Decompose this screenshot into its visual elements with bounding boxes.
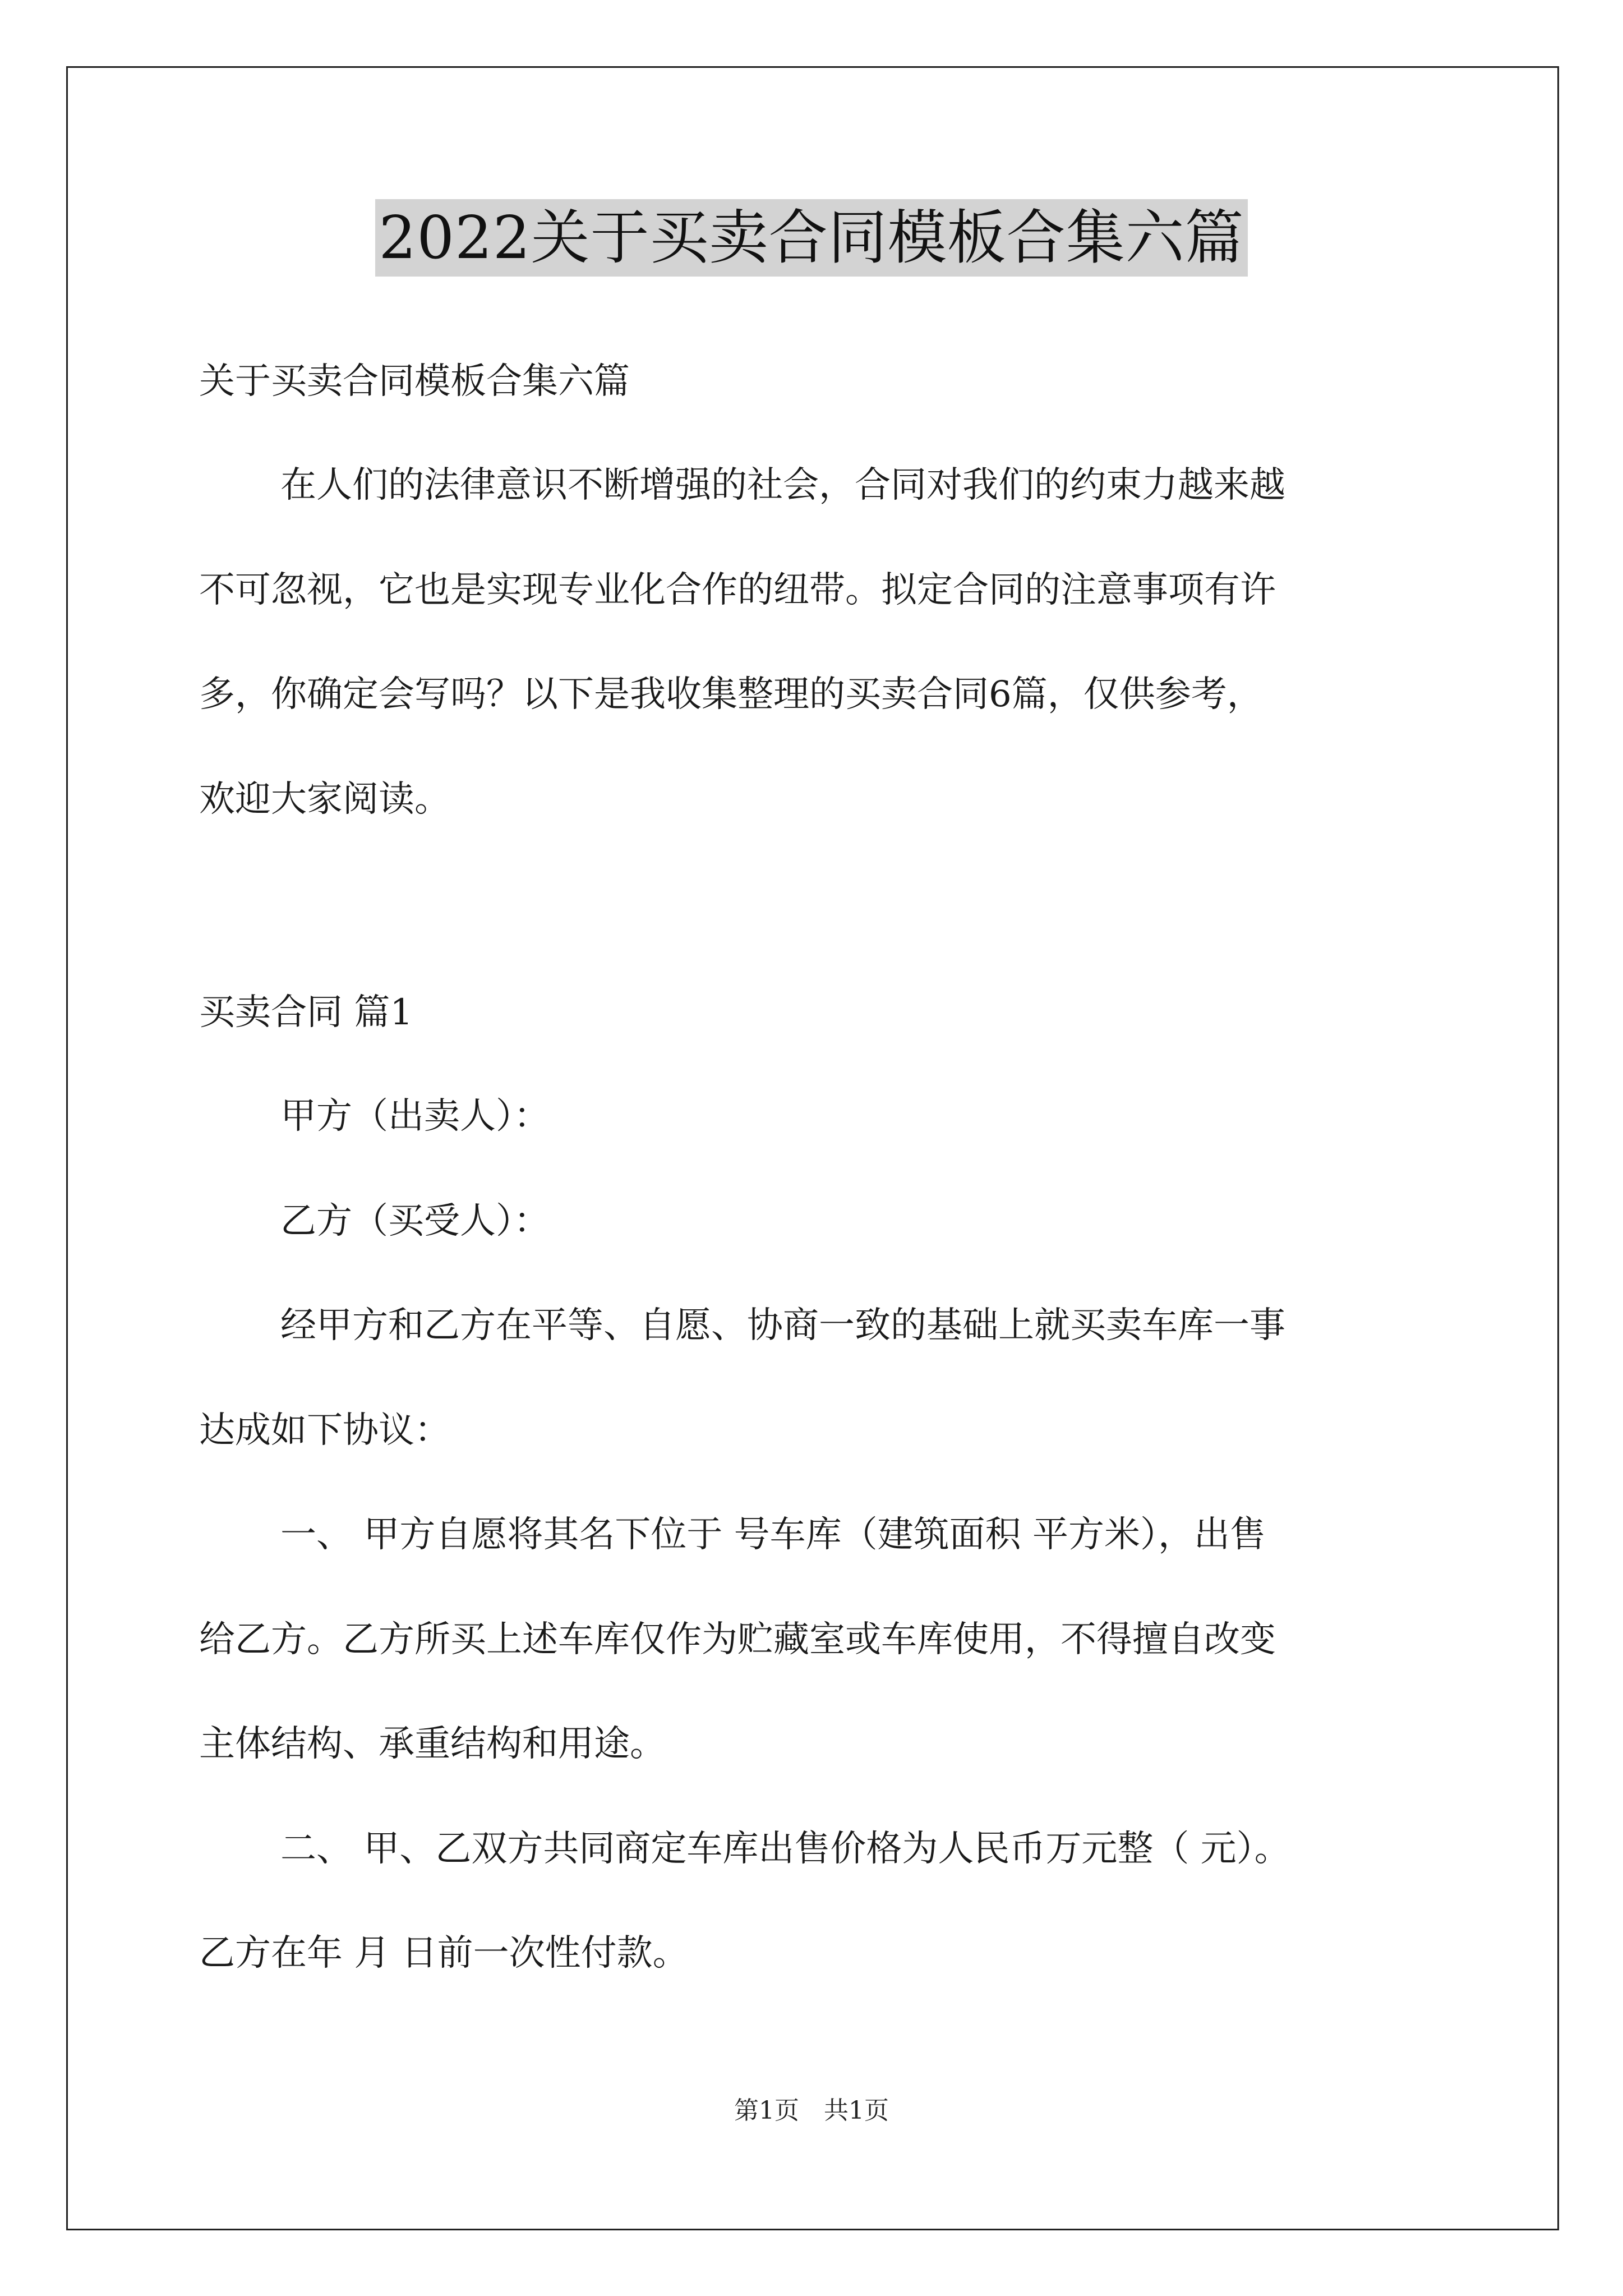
document-title: 2022关于买卖合同模板合集六篇 [375,199,1247,277]
clause-line: 二、 甲、乙双方共同商定车库出售价格为人民币万元整（ 元）。 [280,1828,1290,1870]
page-footer: 第1页 共1页 [734,2096,889,2125]
party-b-line: 乙方（买受人）： [280,1200,550,1242]
subtitle-line: 关于买卖合同模板合集六篇 [199,361,630,402]
paragraph-line: 多，你确定会写吗？以下是我收集整理的买卖合同6篇，仅供参考， [199,674,1263,715]
paragraph-line: 欢迎大家阅读。 [199,779,450,820]
paragraph-line: 经甲方和乙方在平等、自愿、协商一致的基础上就买卖车库一事 [280,1305,1285,1346]
title-container [0,199,1623,277]
paragraph-line: 不可忽视，它也是实现专业化合作的纽带。拟定合同的注意事项有许 [199,569,1276,611]
clause-line: 给乙方。乙方所买上述车库仅作为贮藏室或车库使用，不得擅自改变 [199,1619,1276,1660]
clause-line: 主体结构、承重结构和用途。 [199,1723,666,1765]
paragraph-line: 在人们的法律意识不断增强的社会，合同对我们的约束力越来越 [280,464,1285,506]
clause-line: 乙方在年 月 日前一次性付款。 [199,1932,689,1974]
paragraph-line: 达成如下协议： [199,1410,450,1451]
party-a-line: 甲方（出卖人）： [280,1096,550,1137]
clause-line: 一、 甲方自愿将其名下位于 号车库（建筑面积 平方米），出售 [280,1514,1266,1556]
section-heading: 买卖合同 篇1 [199,992,413,1033]
